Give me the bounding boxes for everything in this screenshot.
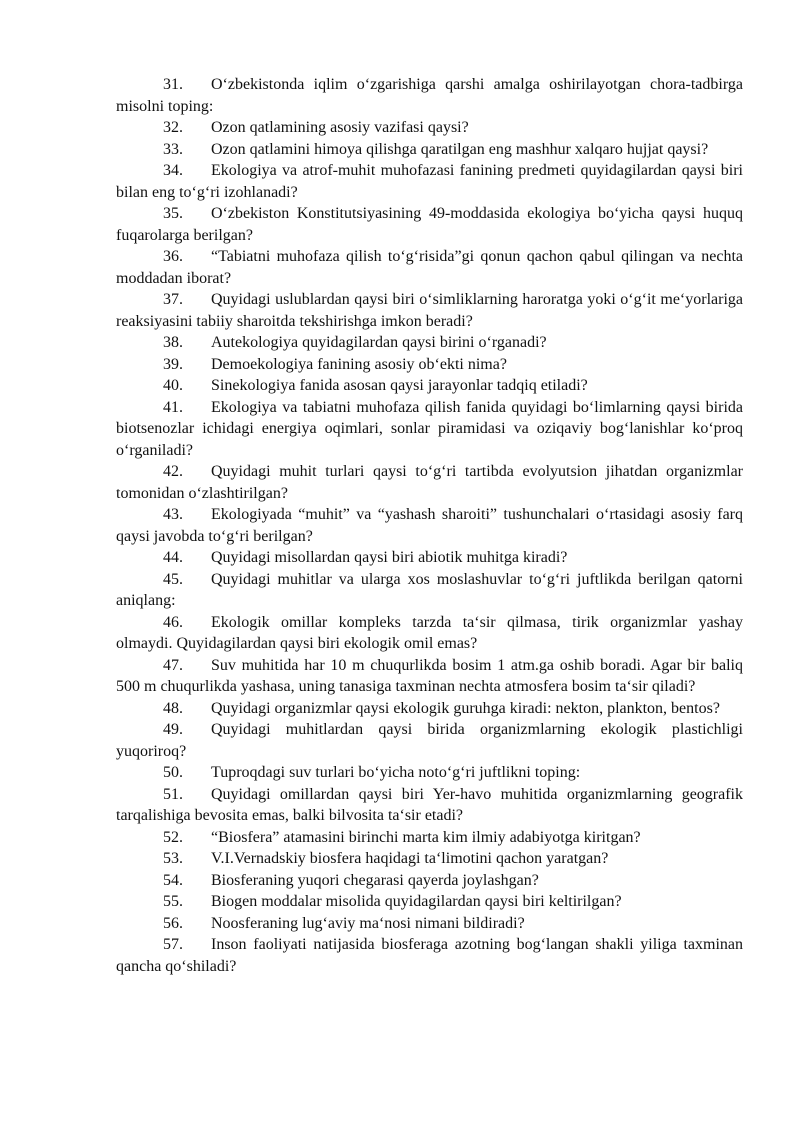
question-item [116,375,743,397]
question-text: Quyidagi misollardan qaysi biri abiotik muhitga kiradi? [211,549,568,566]
question-text: Quyidagi omillardan qaysi biri Yer-havo muhitida organizmlarning geografik tarqalishiga bevosita emas, balki bilvosita ta‘sir etadi? [116,785,743,824]
question-text: Suv muhitida har 10 m chuqurlikda bosim 1 atm.ga oshib boradi. Agar bir baliq 500 m chuqurlikda yashasa, uning tanasiga taxminan nechta atmosfera bosim ta‘sir qiladi? [116,656,743,695]
question-item [116,332,743,354]
question-number: 41. [163,398,183,416]
question-text: O‘zbekistonda iqlim o‘zgarishiga qarshi amalga oshirilayotgan chora-tadbirga misolni toping: [116,76,743,115]
question-number: 36. [163,248,183,265]
question-number: 50. [163,764,183,781]
question-item [116,848,743,870]
question-number: 43. [163,506,183,523]
question-text: Ekologiyada “muhit” va “yashash sharoiti” tushunchalari o‘rtasidagi asosiy farq qaysi javobda to‘g‘ri berilgan? [116,506,743,545]
question-text: Ekologiya va atrof-muhit muhofazasi fanining predmeti quyidagilardan qaysi biri bilan eng to‘g‘ri izohlanadi? [116,162,743,201]
question-text: Biogen moddalar misolida quyidagilardan qaysi biri keltirilgan? [211,893,622,910]
question-number: 53. [163,850,183,867]
question-number: 49. [163,721,183,738]
question-item [116,160,743,203]
question-number: 44. [163,549,183,566]
question-text: Quyidagi muhit turlari qaysi to‘g‘ri tartibda evolyutsion jihatdan organizmlar tomonidan o‘zlashtirilgan? [116,463,743,502]
question-item [116,784,743,827]
question-text: O‘zbekiston Konstitutsiyasining 49-moddasida ekologiya bo‘yicha qaysi huquq fuqarolarga berilgan? [116,205,743,244]
question-number: 32. [163,119,183,136]
question-number: 48. [163,699,183,717]
question-text: Noosferaning lug‘aviy ma‘nosi nimani bildiradi? [211,914,525,932]
question-item [116,139,743,161]
question-number: 40. [163,377,183,394]
question-text: Quyidagi muhitlar va ularga xos moslashuvlar to‘g‘ri juftlikda berilgan qatorni aniqlang: [116,570,743,609]
question-item [116,117,743,139]
question-number: 34. [163,162,183,179]
question-number: 57. [163,936,183,953]
question-number: 42. [163,463,183,480]
question-text: Sinekologiya fanida asosan qaysi jarayonlar tadqiq etiladi? [211,377,588,394]
question-text: “Tabiatni muhofaza qilish to‘g‘risida”gi qonun qachon qabul qilingan va nechta moddadan iborat? [116,248,743,287]
question-item [116,891,743,913]
question-item [116,203,743,246]
question-number: 55. [163,893,183,910]
question-number: 39. [163,355,183,373]
question-number: 38. [163,334,183,351]
question-text: Quyidagi organizmlar qaysi ekologik guruhga kiradi: nekton, plankton, bentos? [211,699,720,717]
question-number: 35. [163,205,183,222]
question-text: Ekologik omillar kompleks tarzda ta‘sir qilmasa, tirik organizmlar yashay olmaydi. Quyidagilardan qaysi biri ekologik omil emas? [116,613,743,652]
question-item [116,827,743,849]
question-number: 46. [163,613,183,631]
question-item [116,934,743,977]
question-item [116,612,743,655]
question-item [116,461,743,504]
question-number: 45. [163,570,183,588]
question-text: Biosferaning yuqori chegarasi qayerda joylashgan? [211,871,539,889]
question-text: Quyidagi uslublardan qaysi biri o‘simliklarning haroratga yoki o‘g‘it me‘yorlariga reaksiyasini tabiiy sharoitda tekshirishga imkon beradi? [116,291,743,330]
question-text: Tuproqdagi suv turlari bo‘yicha noto‘g‘ri juftlikni toping: [211,764,581,781]
question-item [116,913,743,935]
question-item [116,762,743,784]
question-text: Autekologiya quyidagilardan qaysi birini o‘rganadi? [211,334,547,351]
question-item [116,354,743,376]
question-text: Ozon qatlamini himoya qilishga qaratilgan eng mashhur xalqaro hujjat qaysi? [211,140,709,158]
question-item [116,397,743,462]
question-item [116,569,743,612]
question-item [116,504,743,547]
question-item [116,246,743,289]
question-item [116,719,743,762]
question-number: 56. [163,914,183,932]
question-text: V.I.Vernadskiy biosfera haqidagi ta‘limotini qachon yaratgan? [211,850,609,867]
question-text: Ozon qatlamining asosiy vazifasi qaysi? [211,119,469,136]
question-number: 37. [163,291,183,308]
question-number: 47. [163,656,183,674]
question-text: Quyidagi muhitlardan qaysi birida organizmlarning ekologik plastichligi yuqoriroq? [116,721,743,760]
question-text: Ekologiya va tabiatni muhofaza qilish fanida quyidagi bo‘limlarning qaysi birida biotsenozlar ichidagi energiya oqimlari, sonlar piramidasi va oziqaviy bog‘lanishlar ko‘proq o‘rganiladi? [116,398,743,459]
question-text: “Biosfera” atamasini birinchi marta kim ilmiy adabiyotga kiritgan? [211,828,641,846]
question-number: 52. [163,828,183,846]
question-text: Inson faoliyati natijasida biosferaga azotning bog‘langan shakli yiliga taxminan qancha qo‘shiladi? [116,936,743,975]
question-number: 51. [163,785,183,803]
question-number: 54. [163,871,183,889]
question-item [116,698,743,720]
question-list [116,74,743,977]
question-item [116,870,743,892]
question-number: 31. [163,76,183,93]
question-item [116,655,743,698]
question-item [116,74,743,117]
question-item [116,547,743,569]
question-text: Demoekologiya fanining asosiy ob‘ekti nima? [211,355,507,373]
question-item [116,289,743,332]
question-number: 33. [163,140,183,158]
